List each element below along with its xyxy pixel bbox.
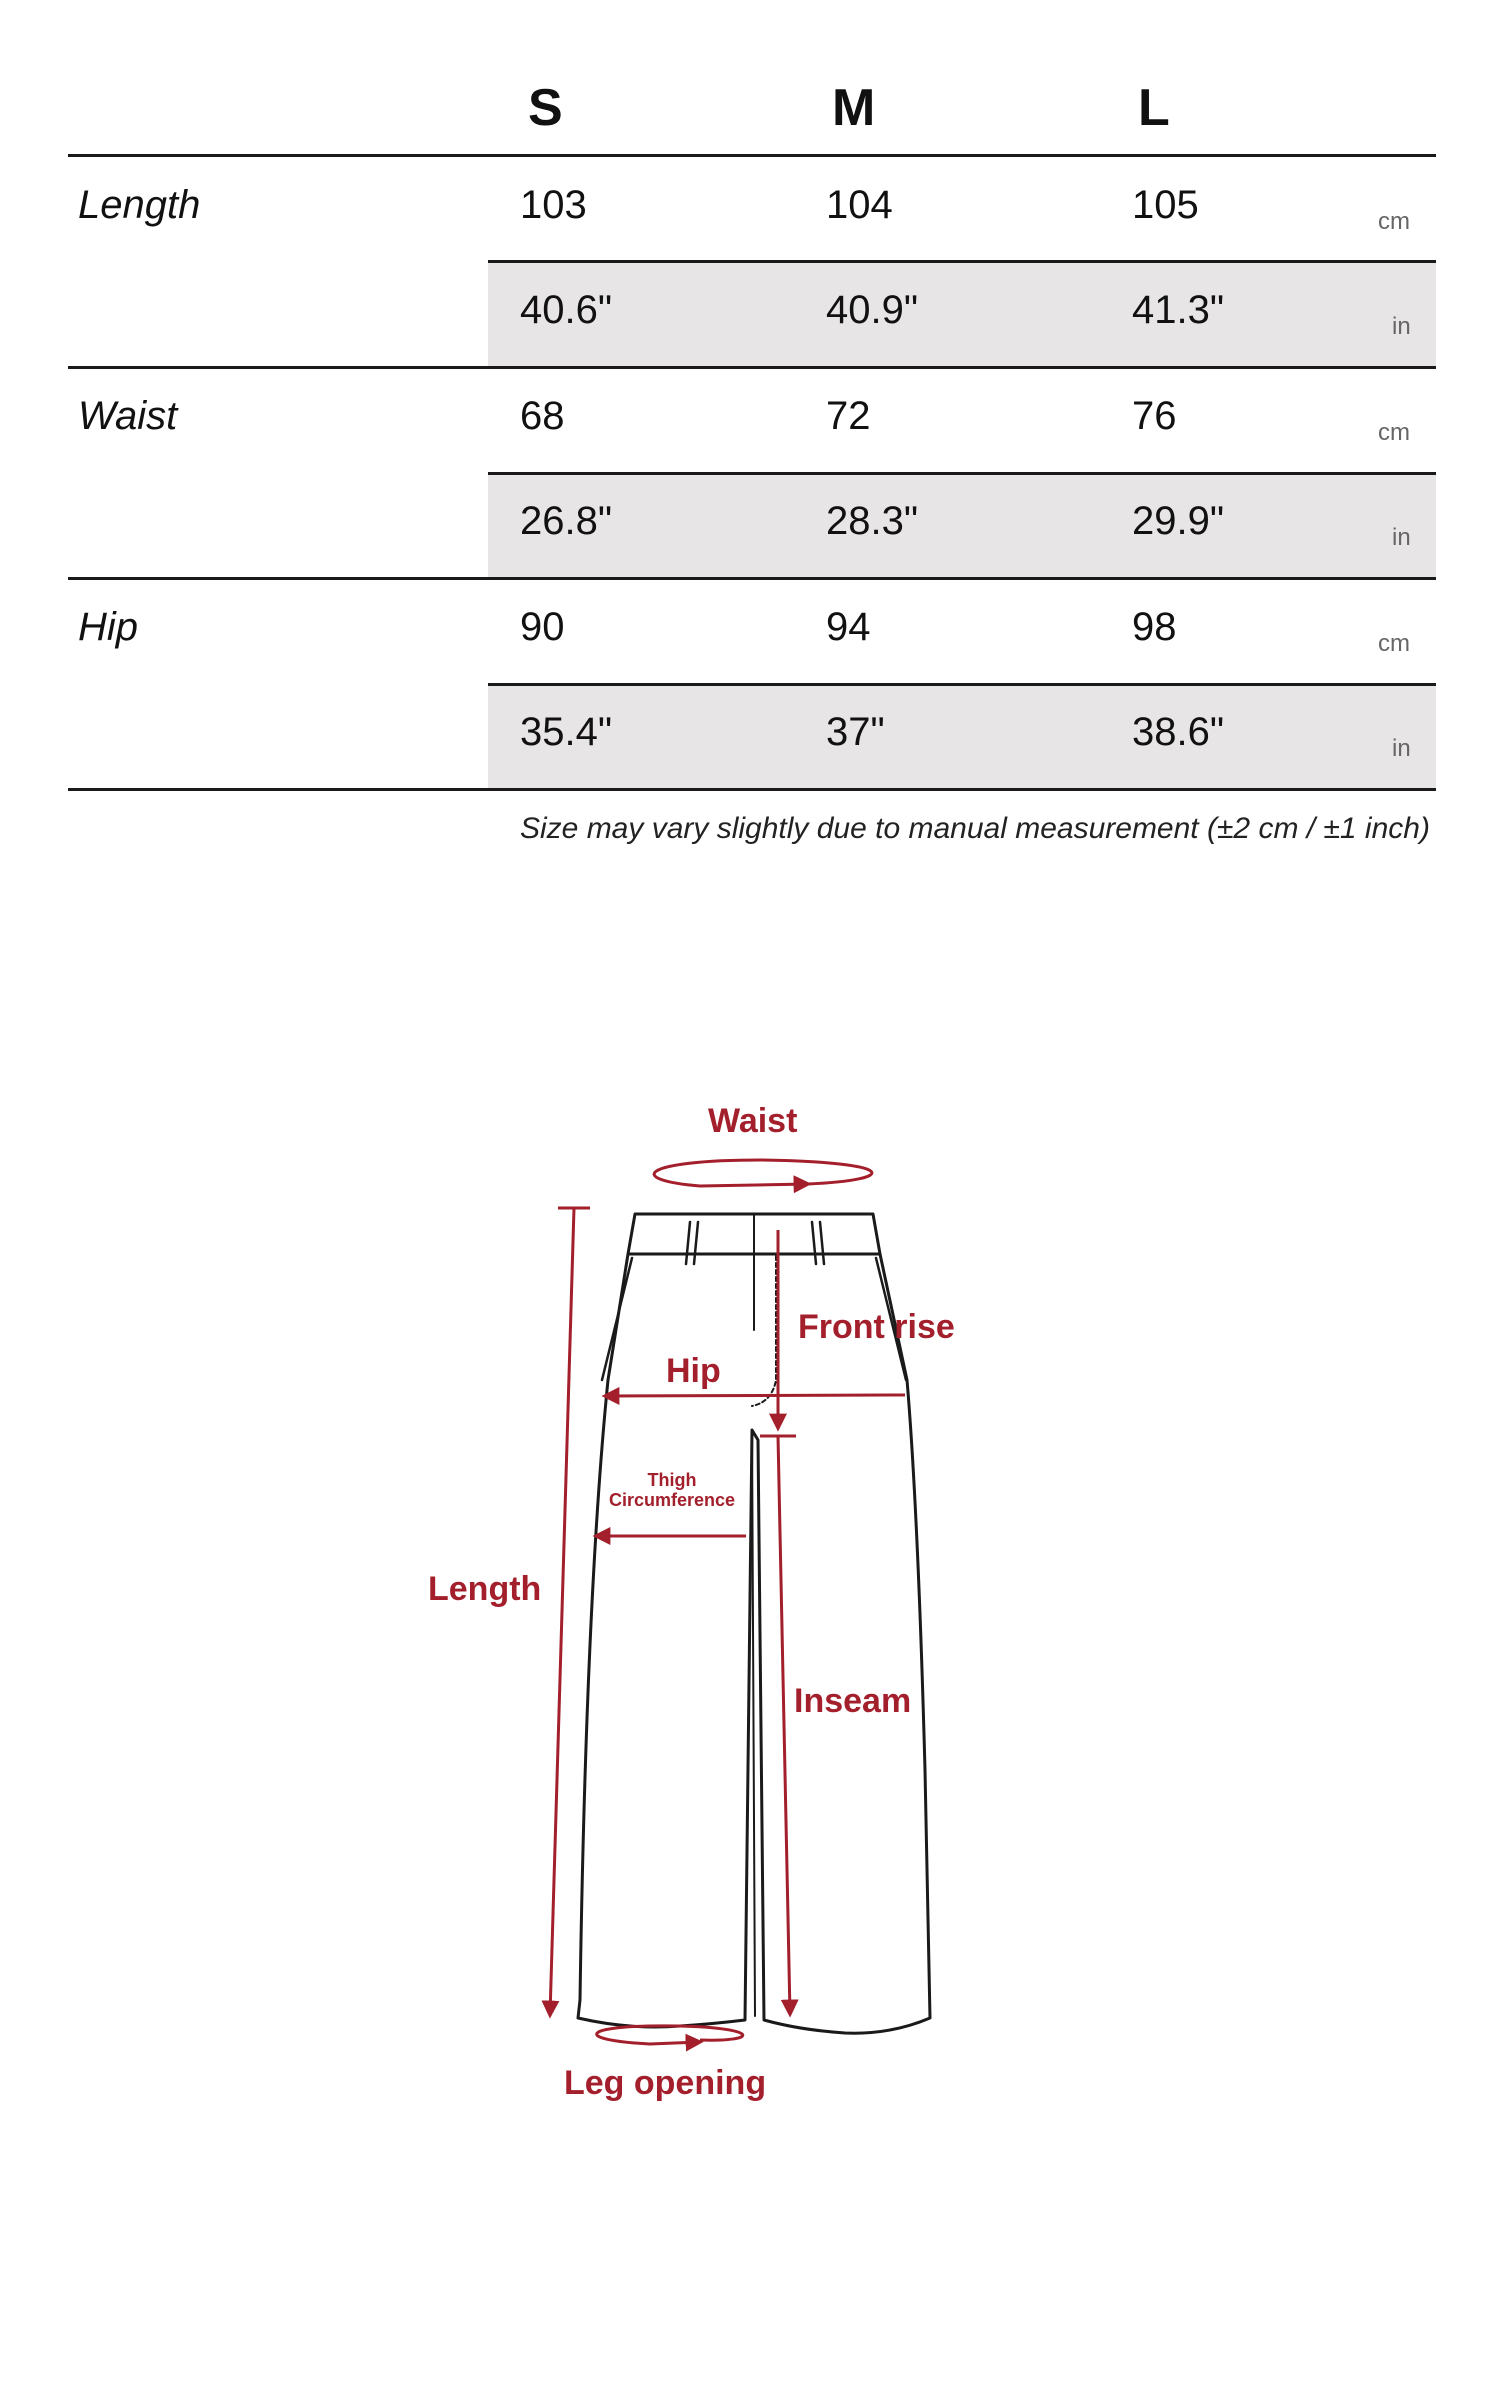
length-label: Length — [428, 1570, 542, 1608]
row-shade — [488, 262, 1436, 366]
hip-l-in: 38.6" — [1132, 710, 1225, 754]
size-header-l: L — [1138, 79, 1170, 137]
waist-arrow — [654, 1160, 872, 1186]
waist-m-cm: 72 — [826, 394, 871, 438]
row-subdivider — [488, 472, 1436, 475]
measurement-markers — [550, 1160, 905, 2044]
unit-in: in — [1392, 524, 1411, 551]
measurement-note: Size may vary slightly due to manual measurement (±2 cm / ±1 inch) — [520, 812, 1430, 845]
length-m-cm: 104 — [826, 183, 893, 227]
unit-cm: cm — [1378, 630, 1410, 657]
size-header-m: M — [832, 79, 876, 137]
hip-s-cm: 90 — [520, 605, 565, 649]
leg-opening-label: Leg opening — [564, 2064, 767, 2102]
waist-l-in: 29.9" — [1132, 499, 1225, 543]
unit-in: in — [1392, 313, 1411, 340]
row-shade — [488, 474, 1436, 578]
inseam-arrow — [778, 1436, 790, 2014]
table-divider — [68, 577, 1436, 580]
row-label-length: Length — [78, 183, 201, 227]
row-subdivider — [488, 683, 1436, 686]
waist-l-cm: 76 — [1132, 394, 1177, 438]
row-shade — [488, 685, 1436, 789]
hip-label: Hip — [666, 1352, 721, 1390]
row-label-waist: Waist — [78, 394, 178, 438]
pants-measurement-diagram — [0, 1080, 1500, 2160]
size-header-s: S — [528, 79, 563, 137]
inseam-label: Inseam — [794, 1682, 912, 1720]
front-rise-label: Front rise — [798, 1308, 955, 1346]
leg-opening-arrow — [597, 2026, 743, 2044]
length-s-cm: 103 — [520, 183, 587, 227]
hip-l-cm: 98 — [1132, 605, 1177, 649]
waist-m-in: 28.3" — [826, 499, 919, 543]
length-arrow — [550, 1208, 574, 2015]
hip-s-in: 35.4" — [520, 710, 613, 754]
hip-m-cm: 94 — [826, 605, 871, 649]
unit-cm: cm — [1378, 208, 1410, 235]
row-subdivider — [488, 260, 1436, 263]
unit-in: in — [1392, 735, 1411, 762]
waist-s-in: 26.8" — [520, 499, 613, 543]
table-divider — [68, 366, 1436, 369]
table-divider — [68, 154, 1436, 157]
length-m-in: 40.9" — [826, 288, 919, 332]
waist-s-cm: 68 — [520, 394, 565, 438]
thigh-label-line2: Circumference — [608, 1490, 736, 1510]
thigh-label-line1: Thigh — [647, 1470, 697, 1490]
length-l-in: 41.3" — [1132, 288, 1225, 332]
row-label-hip: Hip — [78, 605, 139, 649]
table-divider — [68, 788, 1436, 791]
length-s-in: 40.6" — [520, 288, 613, 332]
waist-label: Waist — [708, 1102, 798, 1140]
length-l-cm: 105 — [1132, 183, 1199, 227]
hip-arrow — [605, 1395, 905, 1396]
hip-m-in: 37" — [826, 710, 885, 754]
unit-cm: cm — [1378, 419, 1410, 446]
